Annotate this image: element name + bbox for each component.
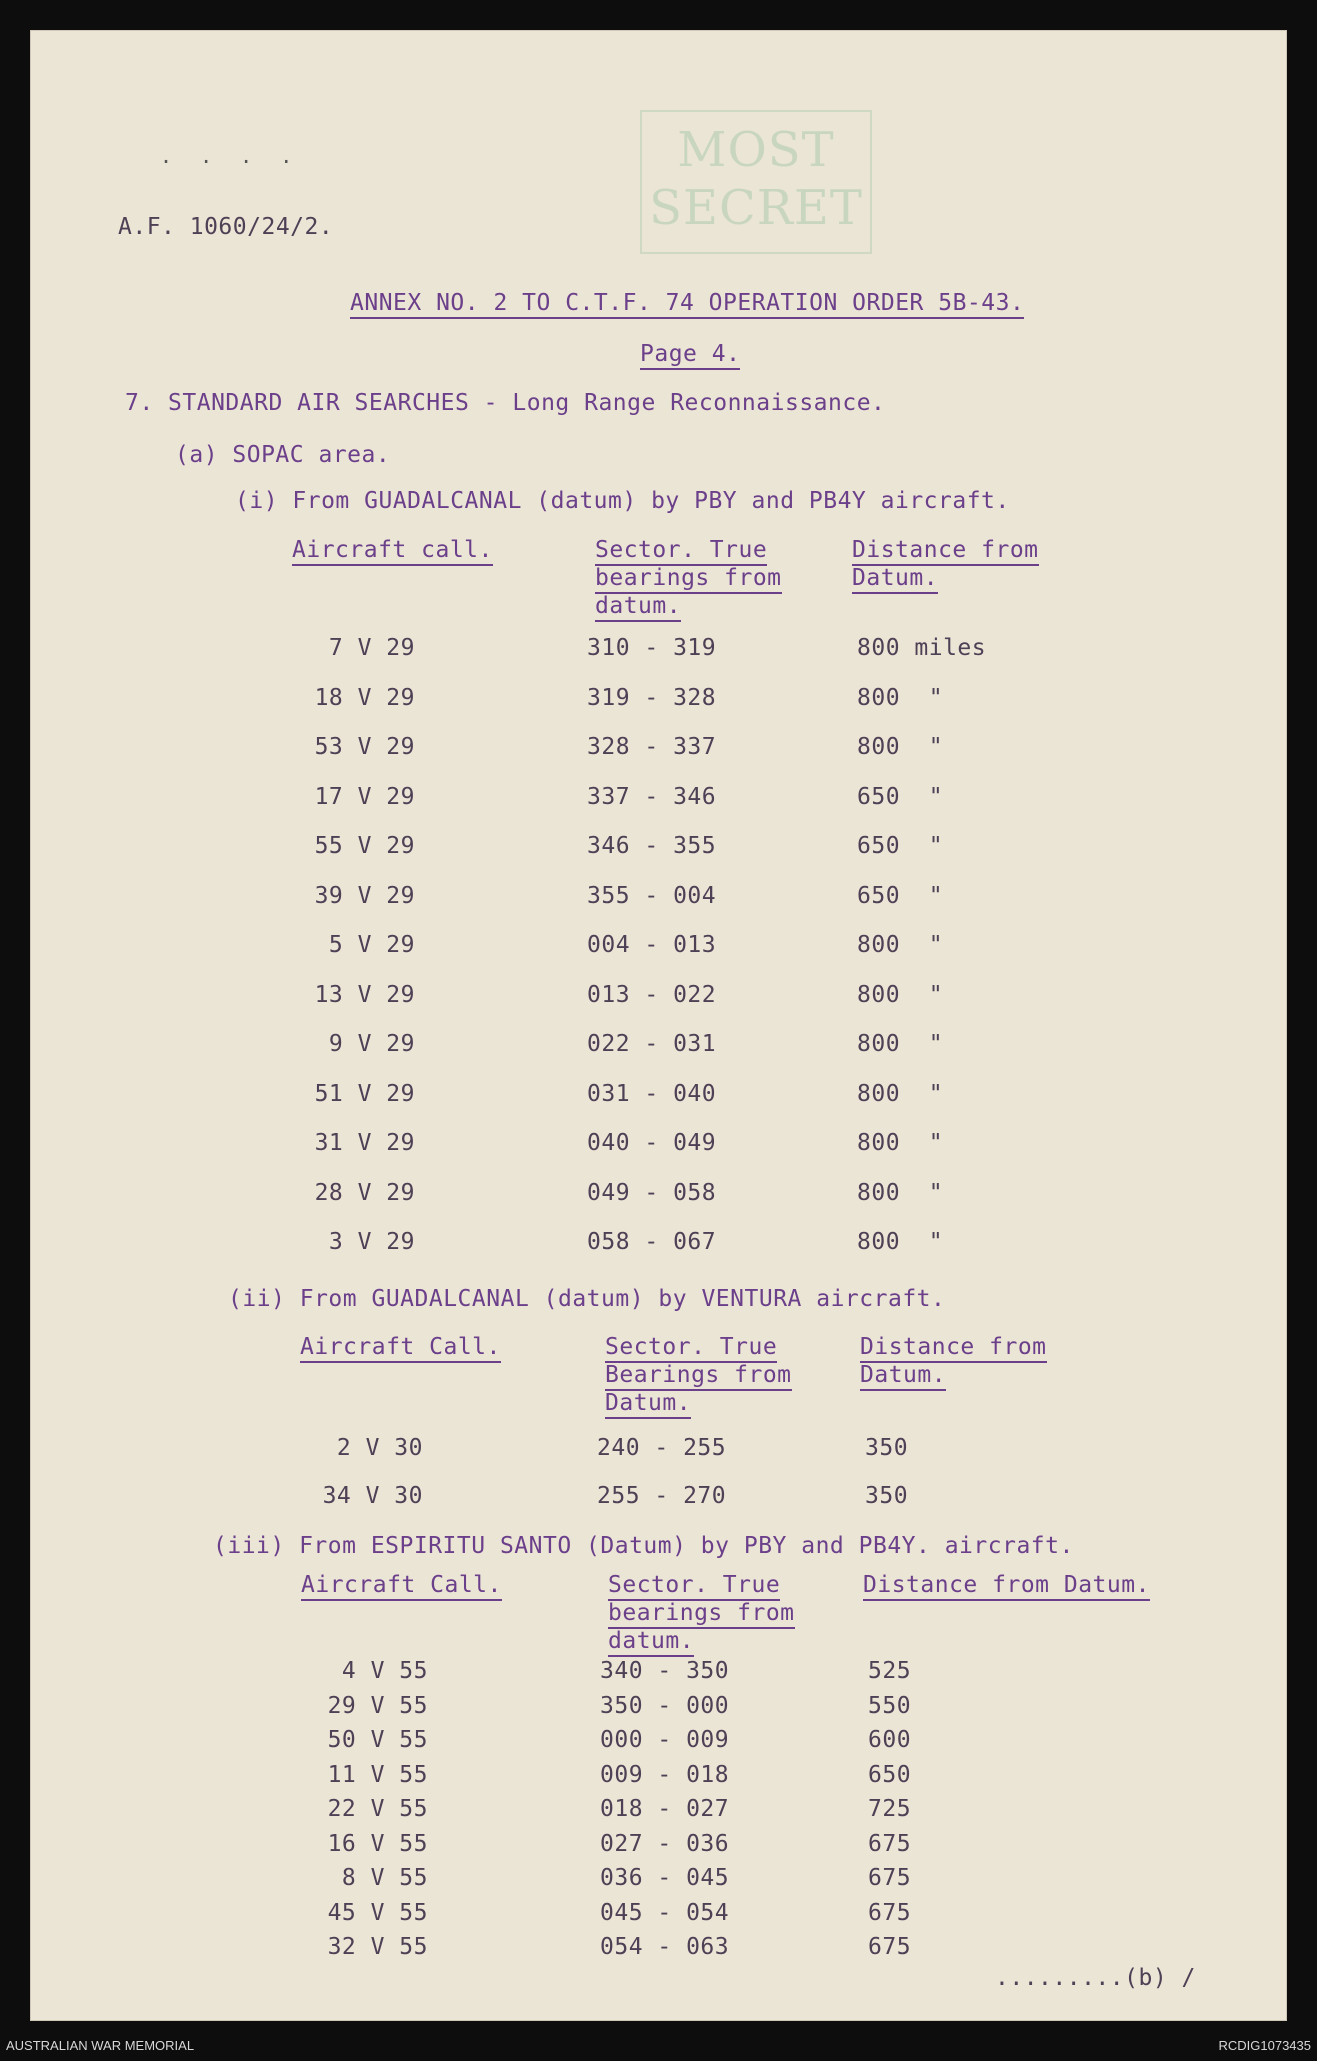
distance-cell: 675 <box>868 1865 912 1891</box>
stamp-line-1: MOST <box>677 122 835 178</box>
table-3-header-2 <box>608 1573 795 1657</box>
aircraft-call-cell: 3 V 29 <box>328 1229 415 1255</box>
aircraft-call-cell: 55 V 29 <box>314 833 415 859</box>
header-line: Sector. True <box>605 1335 777 1363</box>
distance-cell: 800 " <box>857 1229 944 1255</box>
aircraft-call-cell: 29 V 55 <box>327 1693 428 1719</box>
sector-bearings-cell: 027 - 036 <box>600 1831 730 1857</box>
header-line: datum. <box>608 1629 694 1657</box>
sector-bearings-cell: 310 - 319 <box>587 635 717 661</box>
distance-cell: 600 <box>868 1727 912 1753</box>
aircraft-call-cell: 50 V 55 <box>327 1727 428 1753</box>
sector-bearings-cell: 049 - 058 <box>587 1180 717 1206</box>
aircraft-call-cell: 4 V 55 <box>341 1658 428 1684</box>
distance-cell: 525 <box>868 1658 912 1684</box>
aircraft-call-cell: 13 V 29 <box>314 982 415 1008</box>
distance-cell: 800 " <box>857 982 944 1008</box>
aircraft-call-cell: 2 V 30 <box>336 1435 423 1461</box>
header-line: Datum. <box>852 566 938 594</box>
sector-bearings-cell: 000 - 009 <box>600 1727 730 1753</box>
section-heading-text: 7. STANDARD AIR SEARCHES - Long Range Reconnaissance. <box>125 390 886 416</box>
footer-source: AUSTRALIAN WAR MEMORIAL <box>6 2038 195 2053</box>
header-line: Aircraft call. <box>292 538 493 566</box>
sector-bearings-cell: 355 - 004 <box>587 883 717 909</box>
aircraft-call-cell: 31 V 29 <box>314 1130 415 1156</box>
distance-cell: 675 <box>868 1900 912 1926</box>
table-2-header-1 <box>300 1335 501 1363</box>
distance-cell: 650 <box>868 1762 912 1788</box>
sector-bearings-cell: 031 - 040 <box>587 1081 717 1107</box>
header-line: Sector. True <box>595 538 767 566</box>
table-1-header-1 <box>292 538 493 566</box>
table-1-header-2 <box>595 538 782 622</box>
header-line: Bearings from <box>605 1363 792 1391</box>
distance-cell: 725 <box>868 1796 912 1822</box>
subsection-heading: (a) SOPAC area. <box>175 442 391 468</box>
table-1-header-3 <box>852 538 1039 594</box>
sector-bearings-cell: 004 - 013 <box>587 932 717 958</box>
distance-cell: 350 <box>865 1483 909 1509</box>
table-2-caption: (ii) From GUADALCANAL (datum) by VENTURA aircraft. <box>228 1286 946 1312</box>
page-number: Page 4. <box>640 341 740 370</box>
distance-cell: 800 " <box>857 1081 944 1107</box>
aircraft-call-cell: 28 V 29 <box>314 1180 415 1206</box>
table-3-header-3 <box>863 1573 1150 1601</box>
distance-cell: 550 <box>868 1693 912 1719</box>
distance-cell: 675 <box>868 1831 912 1857</box>
sector-bearings-cell: 350 - 000 <box>600 1693 730 1719</box>
document-page <box>30 30 1287 2021</box>
sector-bearings-cell: 255 - 270 <box>597 1483 727 1509</box>
aircraft-call-cell: 39 V 29 <box>314 883 415 909</box>
sector-bearings-cell: 013 - 022 <box>587 982 717 1008</box>
aircraft-call-cell: 51 V 29 <box>314 1081 415 1107</box>
aircraft-call-cell: 53 V 29 <box>314 734 415 760</box>
distance-cell: 675 <box>868 1934 912 1960</box>
most-secret-stamp <box>640 110 872 254</box>
file-reference: A.F. 1060/24/2. <box>118 214 334 240</box>
distance-cell: 800 " <box>857 685 944 711</box>
distance-cell: 650 " <box>857 833 944 859</box>
aircraft-call-cell: 17 V 29 <box>314 784 415 810</box>
aircraft-call-cell: 16 V 55 <box>327 1831 428 1857</box>
sector-bearings-cell: 022 - 031 <box>587 1031 717 1057</box>
table-3-header-1 <box>301 1573 502 1601</box>
table-3-caption: (iii) From ESPIRITU SANTO (Datum) by PBY and PB4Y. aircraft. <box>213 1533 1074 1559</box>
distance-cell: 650 " <box>857 784 944 810</box>
distance-cell: 350 <box>865 1435 909 1461</box>
distance-cell: 650 " <box>857 883 944 909</box>
sector-bearings-cell: 018 - 027 <box>600 1796 730 1822</box>
distance-cell: 800 " <box>857 1031 944 1057</box>
footer-id: RCDIG1073435 <box>1218 2038 1311 2053</box>
section-heading <box>125 390 885 416</box>
continuation-marker: .........(b) / <box>995 1965 1196 1991</box>
aircraft-call-cell: 18 V 29 <box>314 685 415 711</box>
aircraft-call-cell: 11 V 55 <box>327 1762 428 1788</box>
sector-bearings-cell: 036 - 045 <box>600 1865 730 1891</box>
aircraft-call-cell: 8 V 55 <box>341 1865 428 1891</box>
aircraft-call-cell: 5 V 29 <box>328 932 415 958</box>
sector-bearings-cell: 058 - 067 <box>587 1229 717 1255</box>
annex-title: ANNEX NO. 2 TO C.T.F. 74 OPERATION ORDER 5B-43. <box>350 290 1024 319</box>
distance-cell: 800 " <box>857 932 944 958</box>
header-line: Distance from <box>852 538 1039 566</box>
header-line: Distance from Datum. <box>863 1573 1150 1601</box>
sector-bearings-cell: 054 - 063 <box>600 1934 730 1960</box>
sector-bearings-cell: 045 - 054 <box>600 1900 730 1926</box>
distance-cell: 800 " <box>857 1130 944 1156</box>
header-line: Datum. <box>605 1391 691 1419</box>
header-line: Aircraft Call. <box>300 1335 501 1363</box>
header-line: Sector. True <box>608 1573 780 1601</box>
sector-bearings-cell: 009 - 018 <box>600 1762 730 1788</box>
header-line: bearings from <box>595 566 782 594</box>
sector-bearings-cell: 319 - 328 <box>587 685 717 711</box>
aircraft-call-cell: 32 V 55 <box>327 1934 428 1960</box>
header-line: datum. <box>595 594 681 622</box>
aircraft-call-cell: 34 V 30 <box>322 1483 423 1509</box>
table-2-header-2 <box>605 1335 792 1419</box>
punch-marks: . . . . <box>160 144 301 168</box>
aircraft-call-cell: 9 V 29 <box>328 1031 415 1057</box>
sector-bearings-cell: 346 - 355 <box>587 833 717 859</box>
distance-cell: 800 " <box>857 1180 944 1206</box>
sector-bearings-cell: 328 - 337 <box>587 734 717 760</box>
header-line: Distance from <box>860 1335 1047 1363</box>
aircraft-call-cell: 22 V 55 <box>327 1796 428 1822</box>
aircraft-call-cell: 45 V 55 <box>327 1900 428 1926</box>
header-line: Aircraft Call. <box>301 1573 502 1601</box>
table-1-caption: (i) From GUADALCANAL (datum) by PBY and PB4Y aircraft. <box>235 488 1010 514</box>
header-line: bearings from <box>608 1601 795 1629</box>
distance-cell: 800 " <box>857 734 944 760</box>
distance-cell: 800 miles <box>857 635 987 661</box>
table-2-header-3 <box>860 1335 1047 1391</box>
stamp-line-2: SECRET <box>649 180 863 236</box>
sector-bearings-cell: 340 - 350 <box>600 1658 730 1684</box>
sector-bearings-cell: 040 - 049 <box>587 1130 717 1156</box>
header-line: Datum. <box>860 1363 946 1391</box>
sector-bearings-cell: 337 - 346 <box>587 784 717 810</box>
sector-bearings-cell: 240 - 255 <box>597 1435 727 1461</box>
aircraft-call-cell: 7 V 29 <box>328 635 415 661</box>
